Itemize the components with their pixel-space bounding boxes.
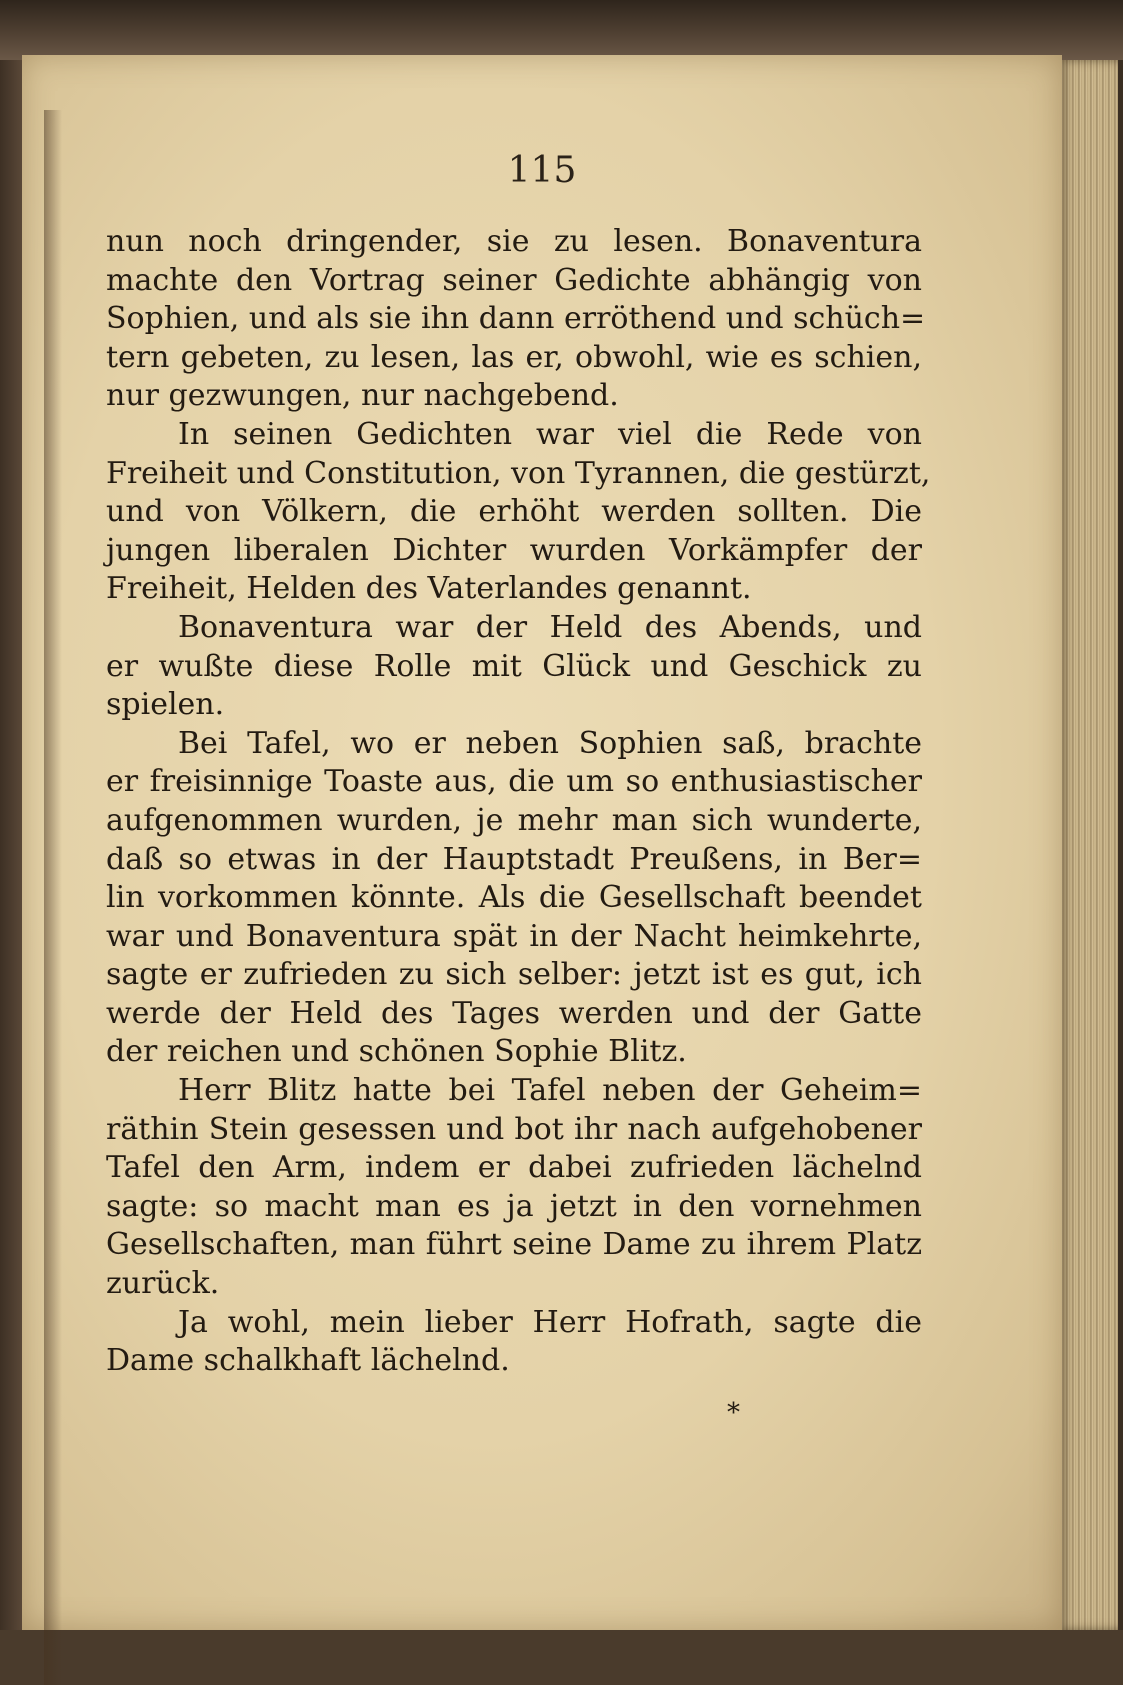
text-line: tern gebeten, zu lesen, las er, obwohl, wie es schien, (106, 339, 922, 375)
text-line: In seinen Gedichten war viel die Rede von (178, 416, 922, 452)
text-line: jungen liberalen Dichter wurden Vorkämpfer der (106, 532, 922, 568)
text-line: Ja wohl, mein lieber Herr Hofrath, sagte die (178, 1304, 922, 1340)
page-stack-edge (1058, 60, 1118, 1630)
text-line: Dame schalkhaft lächelnd. (106, 1343, 510, 1379)
text-line: lin vorkommen könnte. Als die Gesellschaft beendet (106, 880, 922, 916)
text-line: er wußte diese Rolle mit Glück und Geschick zu (106, 648, 922, 684)
text-line: machte den Vortrag seiner Gedichte abhängig von (106, 262, 922, 298)
text-line: nun noch dringender, sie zu lesen. Bonaventura (106, 224, 922, 259)
text-line: sagte er zufrieden zu sich selber: jetzt ist es gut, ich (106, 957, 922, 993)
text-line: Tafel den Arm, indem er dabei zufrieden lächelnd (106, 1150, 922, 1186)
text-line: Herr Blitz hatte bei Tafel neben der Geheim= (178, 1073, 922, 1109)
text-line: aufgenommen wurden, je mehr man sich wunderte, (106, 802, 922, 838)
text-line: Sophien, und als sie ihn dann erröthend und schüch= (106, 301, 926, 337)
text-line: und von Völkern, die erhöht werden sollten. Die (106, 494, 922, 530)
text-line: Bonaventura war der Held des Abends, und (178, 609, 922, 645)
book-page (22, 55, 1062, 1630)
text-line: daß so etwas in der Hauptstadt Preußens, in Ber= (106, 841, 922, 877)
text-line: Gesellschaften, man führt seine Dame zu ihrem Platz (106, 1227, 922, 1263)
text-line: spielen. (106, 687, 225, 723)
text-line: räthin Stein gesessen und bot ihr nach aufgehobener (106, 1111, 922, 1147)
text-line: der reichen und schönen Sophie Blitz. (106, 1034, 687, 1070)
text-line: nur gezwungen, nur nachgebend. (106, 378, 619, 414)
text-line: Bei Tafel, wo er neben Sophien saß, brachte (178, 725, 922, 761)
text-line: war und Bonaventura spät in der Nacht heimkehrte, (106, 918, 922, 954)
book-top-edge (0, 0, 1123, 60)
text-line: werde der Held des Tages werden und der Gatte (106, 995, 922, 1031)
text-line: Freiheit, Helden des Vaterlandes genannt. (106, 571, 752, 607)
body-text (106, 223, 931, 1381)
text-line: sagte: so macht man es ja jetzt in den vornehmen (106, 1188, 922, 1224)
text-line: er freisinnige Toaste aus, die um so enthusiastischer (106, 764, 922, 800)
page-number: 115 (507, 150, 577, 191)
text-line: Freiheit und Constitution, von Tyrannen, die gestürzt, (106, 455, 931, 491)
text-line: zurück. (106, 1266, 220, 1302)
section-ornament: * (727, 1398, 740, 1428)
spine-shadow (44, 110, 62, 1685)
